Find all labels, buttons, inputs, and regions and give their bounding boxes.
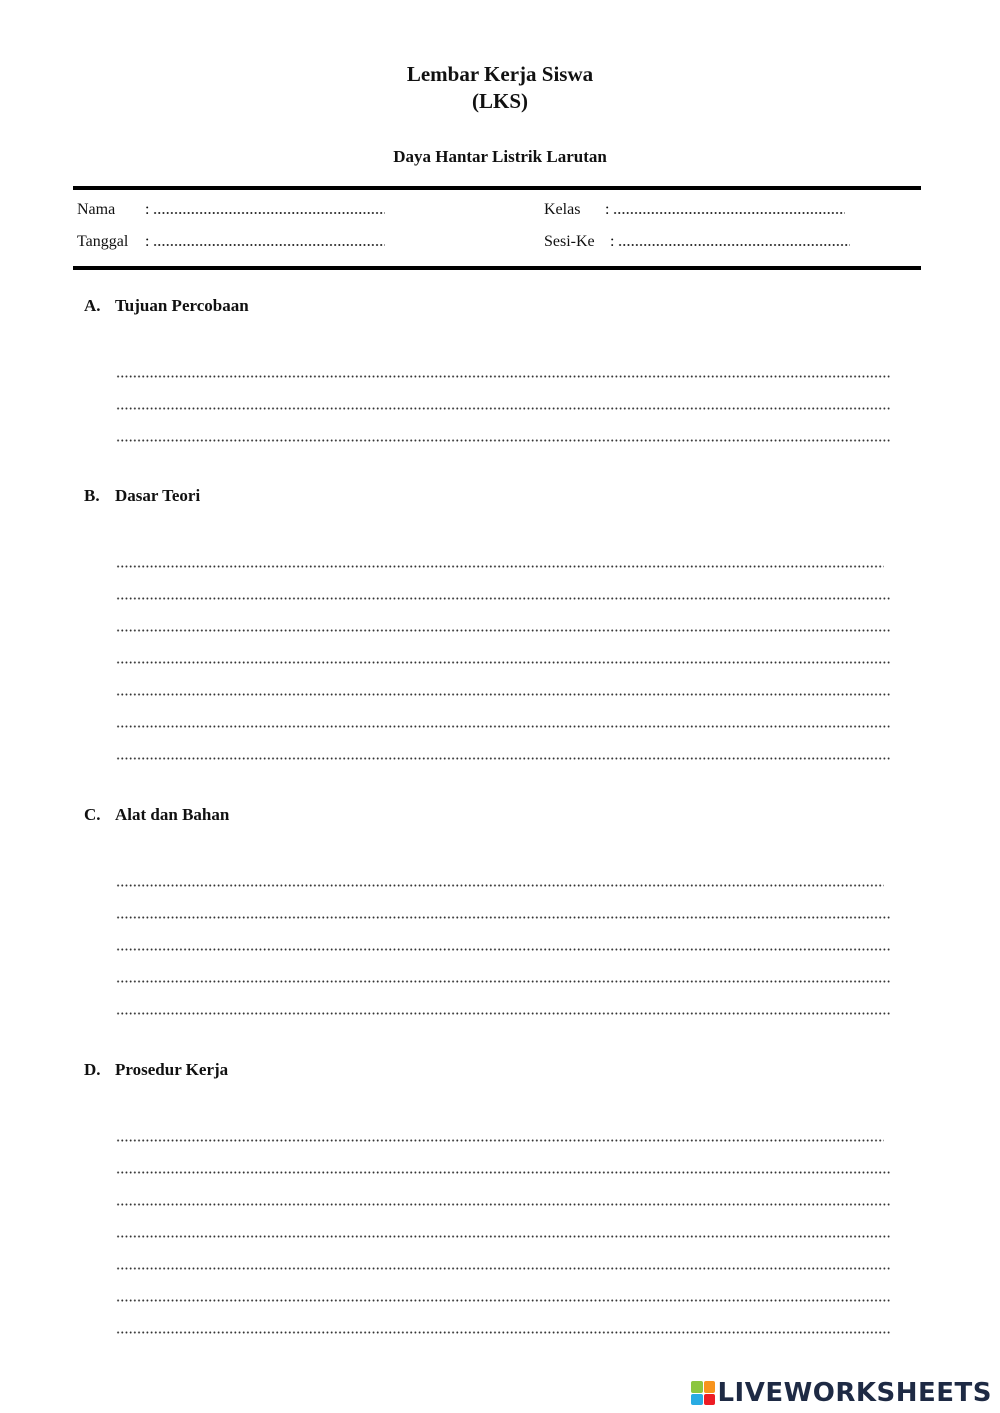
answer-line[interactable] (116, 951, 890, 983)
answer-line[interactable] (116, 632, 890, 664)
nama-field (77, 200, 385, 220)
answer-line[interactable] (116, 1206, 890, 1238)
nama-label: Nama (77, 201, 116, 218)
answer-line[interactable] (116, 728, 890, 760)
answer-line[interactable] (116, 664, 890, 696)
section-letter: B. (84, 486, 100, 505)
answer-line[interactable] (116, 887, 890, 919)
watermark-text: LIVEWORKSHEETS (717, 1378, 992, 1408)
worksheet-title: Lembar Kerja Siswa (406, 62, 594, 86)
worksheet-title-abbreviation: (LKS) (471, 89, 528, 113)
bottom-divider (73, 266, 921, 270)
section-title: Alat dan Bahan (115, 805, 230, 824)
section-letter: A. (84, 296, 101, 315)
answer-line[interactable] (116, 346, 890, 378)
section-title: Prosedur Kerja (115, 1060, 229, 1079)
kelas-field (544, 200, 845, 220)
answer-line[interactable] (116, 1238, 890, 1270)
tanggal-field (77, 232, 385, 252)
section-title: Dasar Teori (115, 486, 201, 505)
kelas-blank[interactable] (613, 200, 845, 214)
sesi-field (544, 232, 850, 252)
nama-blank[interactable] (153, 200, 385, 214)
answer-line[interactable] (116, 919, 890, 951)
answer-lines-c (116, 855, 890, 1015)
sesi-label: Sesi-Ke (544, 233, 595, 250)
section-heading-c (84, 804, 229, 826)
sesi-colon: : (610, 233, 615, 250)
liveworksheets-watermark (691, 1380, 992, 1406)
answer-line[interactable] (116, 696, 890, 728)
kelas-colon: : (605, 201, 610, 218)
answer-line[interactable] (116, 536, 890, 568)
section-title: Tujuan Percobaan (115, 296, 249, 315)
answer-line[interactable] (116, 1302, 890, 1334)
sesi-blank[interactable] (618, 232, 850, 246)
section-letter: C. (84, 805, 101, 824)
section-letter: D. (84, 1060, 101, 1079)
answer-lines-b (116, 536, 890, 760)
nama-colon: : (145, 201, 150, 218)
kelas-label: Kelas (544, 201, 581, 218)
answer-line[interactable] (116, 410, 890, 442)
answer-line[interactable] (116, 983, 890, 1015)
answer-line[interactable] (116, 1270, 890, 1302)
answer-line[interactable] (116, 600, 890, 632)
answer-line[interactable] (116, 1142, 890, 1174)
tanggal-colon: : (145, 233, 150, 250)
tanggal-blank[interactable] (153, 232, 385, 246)
answer-lines-a (116, 346, 890, 442)
answer-line[interactable] (116, 568, 890, 600)
answer-lines-d (116, 1110, 890, 1334)
section-heading-a (84, 295, 249, 317)
answer-line[interactable] (116, 1110, 890, 1142)
answer-line[interactable] (116, 378, 890, 410)
top-divider (73, 186, 921, 190)
tanggal-label: Tanggal (77, 233, 129, 250)
section-heading-d (84, 1059, 228, 1081)
answer-line[interactable] (116, 855, 890, 887)
worksheet-topic: Daya Hantar Listrik Larutan (393, 147, 607, 166)
section-heading-b (84, 485, 200, 507)
liveworksheets-logo-icon (691, 1381, 715, 1405)
answer-line[interactable] (116, 1174, 890, 1206)
